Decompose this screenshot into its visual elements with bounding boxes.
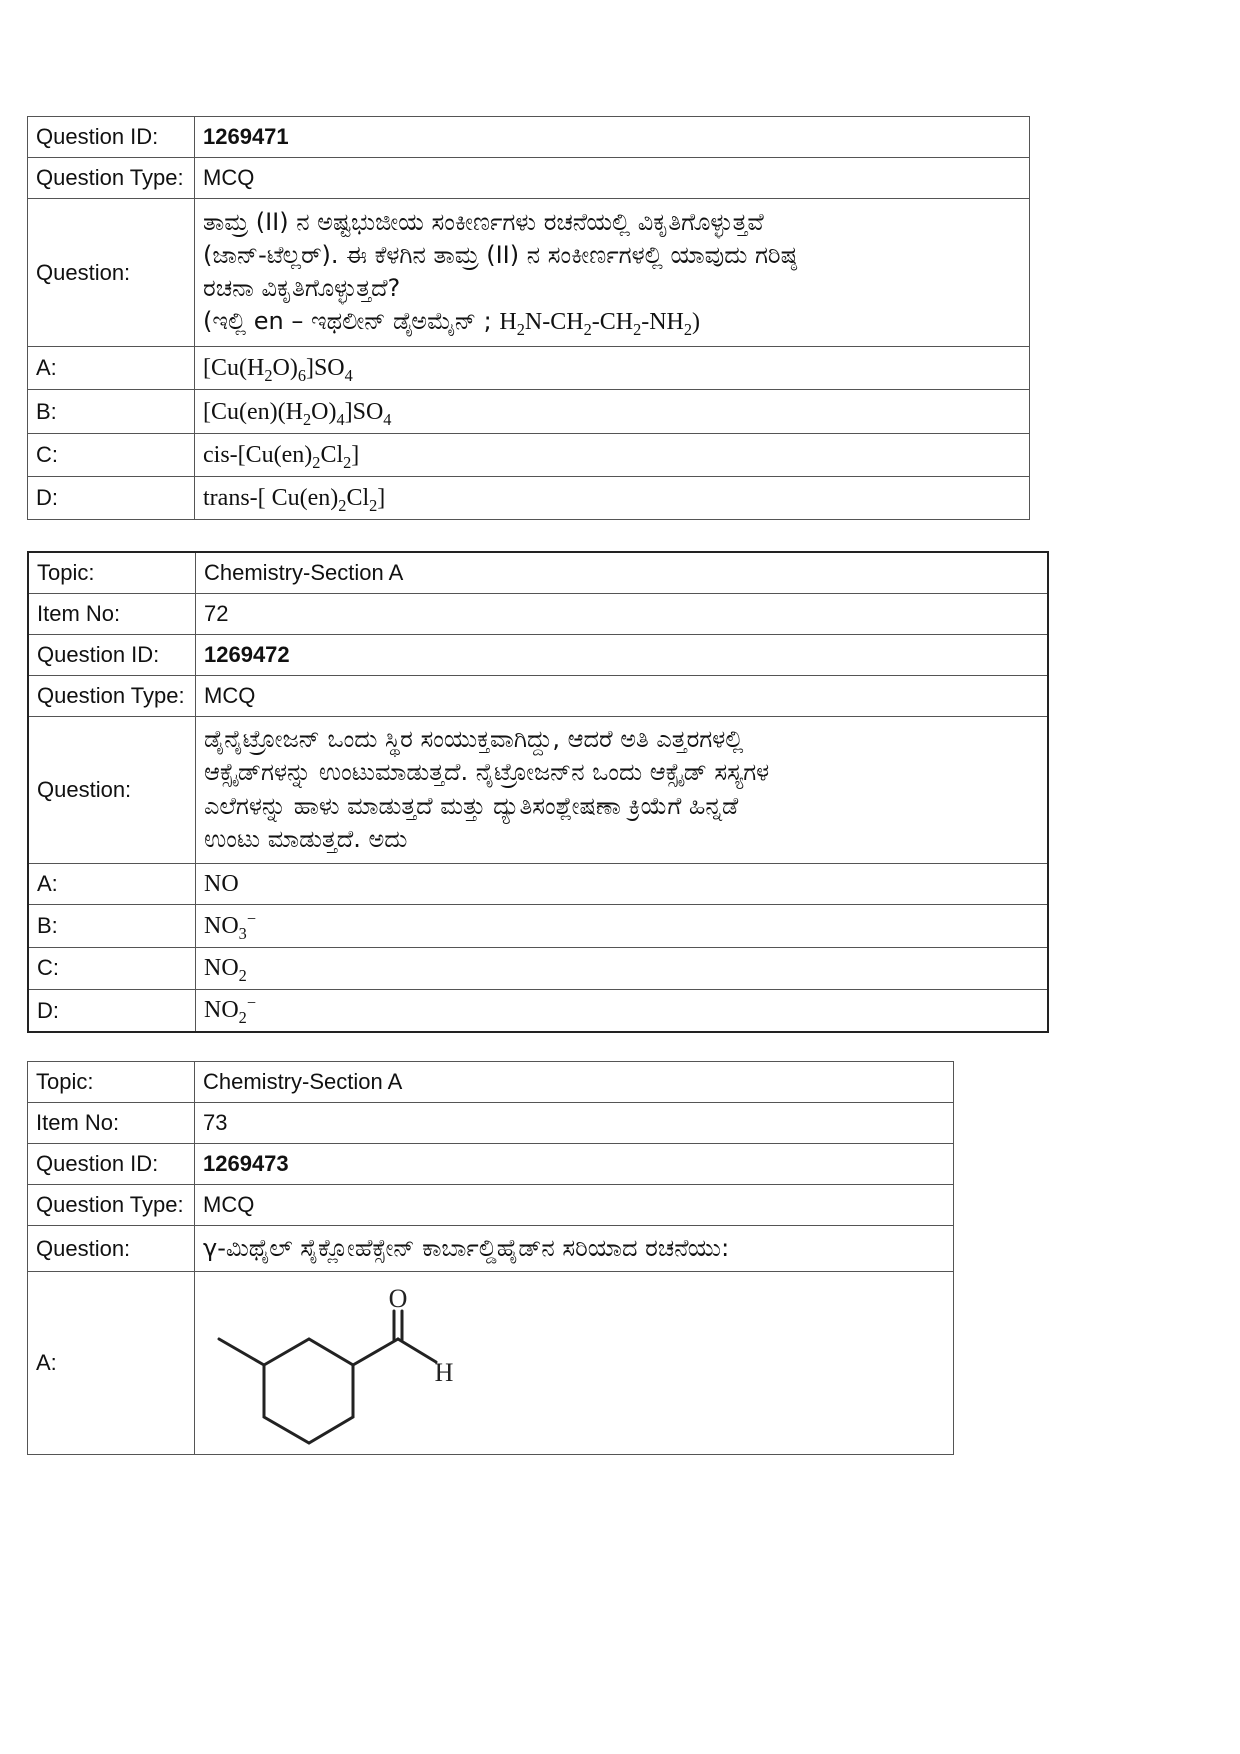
question-type-label: Question Type: xyxy=(28,1185,195,1226)
question-type-row xyxy=(28,1185,954,1226)
item-no-value: 72 xyxy=(196,593,1049,634)
question-id-label: Question ID: xyxy=(28,634,196,675)
question-table-3 xyxy=(27,1061,954,1455)
option-text: $NO_2$ xyxy=(196,947,1049,989)
question-label: Question: xyxy=(28,199,195,347)
question-line: ಆಕ್ಸೈಡ್‌ಗಳನ್ನು ಉಂಟುಮಾಡುತ್ತದೆ. ನೈಟ್ರೋಜನ್‌ನ ಒಂದು ಆಕ್ಸೈಡ್ ಸಸ್ಯಗಳ xyxy=(204,758,770,787)
question-row xyxy=(28,716,1048,863)
topic-value: Chemistry-Section A xyxy=(195,1062,954,1103)
option-row xyxy=(28,434,1030,477)
hydrogen-atom-label: H xyxy=(434,1358,454,1387)
option-row xyxy=(28,1272,954,1455)
molecule-structure xyxy=(203,1274,503,1452)
question-line: ಎಲೆಗಳನ್ನು ಹಾಳು ಮಾಡುತ್ತದೆ ಮತ್ತು ದ್ಯುತಿಸಂಶ್ಲೇಷಣಾ ಕ್ರಿಯೆಗೆ ಹಿನ್ನಡೆ xyxy=(204,791,739,820)
question-row xyxy=(28,1226,954,1272)
item-no-label: Item No: xyxy=(28,593,196,634)
question-row xyxy=(28,199,1030,347)
option-row xyxy=(28,947,1048,989)
option-label: A: xyxy=(28,1272,195,1455)
question-id-value: 1269471 xyxy=(195,117,1030,158)
carbonyl-carbon-bond xyxy=(353,1339,398,1365)
question-line: ಡೈನೈಟ್ರೋಜನ್ ಒಂದು ಸ್ಥಿರ ಸಂಯುಕ್ತವಾಗಿದ್ದು, ಆದರೆ ಅತಿ ಎತ್ತರಗಳಲ್ಲಿ xyxy=(204,725,744,754)
topic-row xyxy=(28,1062,954,1103)
question-type-value: MCQ xyxy=(196,675,1049,716)
question-id-row xyxy=(28,117,1030,158)
option-label: B: xyxy=(28,390,195,434)
option-row xyxy=(28,863,1048,904)
question-text xyxy=(196,716,1049,863)
question-type-row xyxy=(28,158,1030,199)
question-type-label: Question Type: xyxy=(28,675,196,716)
question-type-label: Question Type: xyxy=(28,158,195,199)
question-line: (ಜಾನ್-ಟೆಲ್ಲರ್). ಈ ಕೆಳಗಿನ ತಾಮ್ರ (II) ನ ಸಂಕೀರ್ಣಗಳಲ್ಲಿ ಯಾವುದು ಗರಿಷ್ಠ xyxy=(203,240,797,269)
option-text: cis-$[Cu(en)_2Cl_2]$ xyxy=(195,434,1030,477)
option-label: D: xyxy=(28,477,195,520)
item-no-label: Item No: xyxy=(28,1103,195,1144)
question-id-label: Question ID: xyxy=(28,117,195,158)
question-note: (ಇಲ್ಲಿ en – ಇಥಲೀನ್ ಡೈಅಮೈನ್ ; $H_2N-CH_2-CH_2-NH_2$) xyxy=(203,307,701,339)
question-type-row xyxy=(28,675,1048,716)
question-line: ತಾಮ್ರ (II) ನ ಅಷ್ಟಭುಜೀಯ ಸಂಕೀರ್ಣಗಳು ರಚನೆಯಲ್ಲಿ ವಿಕೃತಿಗೊಳ್ಳುತ್ತವೆ xyxy=(203,207,764,236)
option-text: $NO_2^-$ xyxy=(196,989,1049,1032)
option-label: B: xyxy=(28,904,196,947)
question-type-value: MCQ xyxy=(195,1185,954,1226)
question-id-row xyxy=(28,634,1048,675)
question-line: ರಚನಾ ವಿಕೃತಿಗೊಳ್ಳುತ್ತದೆ? xyxy=(203,274,401,302)
oxygen-atom-label: O xyxy=(388,1284,408,1313)
option-label: A: xyxy=(28,347,195,390)
question-id-value: 1269472 xyxy=(196,634,1049,675)
option-row xyxy=(28,347,1030,390)
option-label: C: xyxy=(28,434,195,477)
question-label: Question: xyxy=(28,1226,195,1272)
question-text xyxy=(195,199,1030,347)
item-no-row xyxy=(28,1103,954,1144)
question-id-value: 1269473 xyxy=(195,1144,954,1185)
option-label: C: xyxy=(28,947,196,989)
question-text: γ-ಮಿಥೈಲ್ ಸೈಕ್ಲೋಹೆಕ್ಸೇನ್ ಕಾರ್ಬಾಲ್ಡಿಹೈಡ್‌ನ ಸರಿಯಾದ ರಚನೆಯು: xyxy=(195,1226,954,1272)
question-line: ಉಂಟು ಮಾಡುತ್ತದೆ. ಅದು xyxy=(204,824,408,853)
aldehyde-h-bond xyxy=(398,1339,436,1362)
item-no-value: 73 xyxy=(195,1103,954,1144)
item-no-row xyxy=(28,593,1048,634)
methyl-bond xyxy=(219,1339,264,1365)
topic-label: Topic: xyxy=(28,1062,195,1103)
question-table-1 xyxy=(27,116,1030,520)
option-text: NO xyxy=(196,863,1049,904)
question-id-label: Question ID: xyxy=(28,1144,195,1185)
topic-value: Chemistry-Section A xyxy=(196,552,1049,593)
topic-label: Topic: xyxy=(28,552,196,593)
option-text: $[Cu(H_2O)_6]SO_4$ xyxy=(195,347,1030,390)
topic-row xyxy=(28,552,1048,593)
option-label: A: xyxy=(28,863,196,904)
option-structure xyxy=(195,1272,954,1455)
option-text: $[Cu(en)(H_2O)_4]SO_4$ xyxy=(195,390,1030,434)
question-label: Question: xyxy=(28,716,196,863)
option-text: $NO_3^-$ xyxy=(196,904,1049,947)
option-row xyxy=(28,989,1048,1032)
question-id-row xyxy=(28,1144,954,1185)
molecule-bonds xyxy=(219,1311,436,1443)
option-text: trans-[ $Cu(en)_2Cl_2$] xyxy=(195,477,1030,520)
question-type-value: MCQ xyxy=(195,158,1030,199)
option-row xyxy=(28,390,1030,434)
option-label: D: xyxy=(28,989,196,1032)
option-row xyxy=(28,904,1048,947)
question-table-2 xyxy=(27,551,1049,1033)
option-row xyxy=(28,477,1030,520)
cyclohexane-ring xyxy=(264,1339,353,1443)
